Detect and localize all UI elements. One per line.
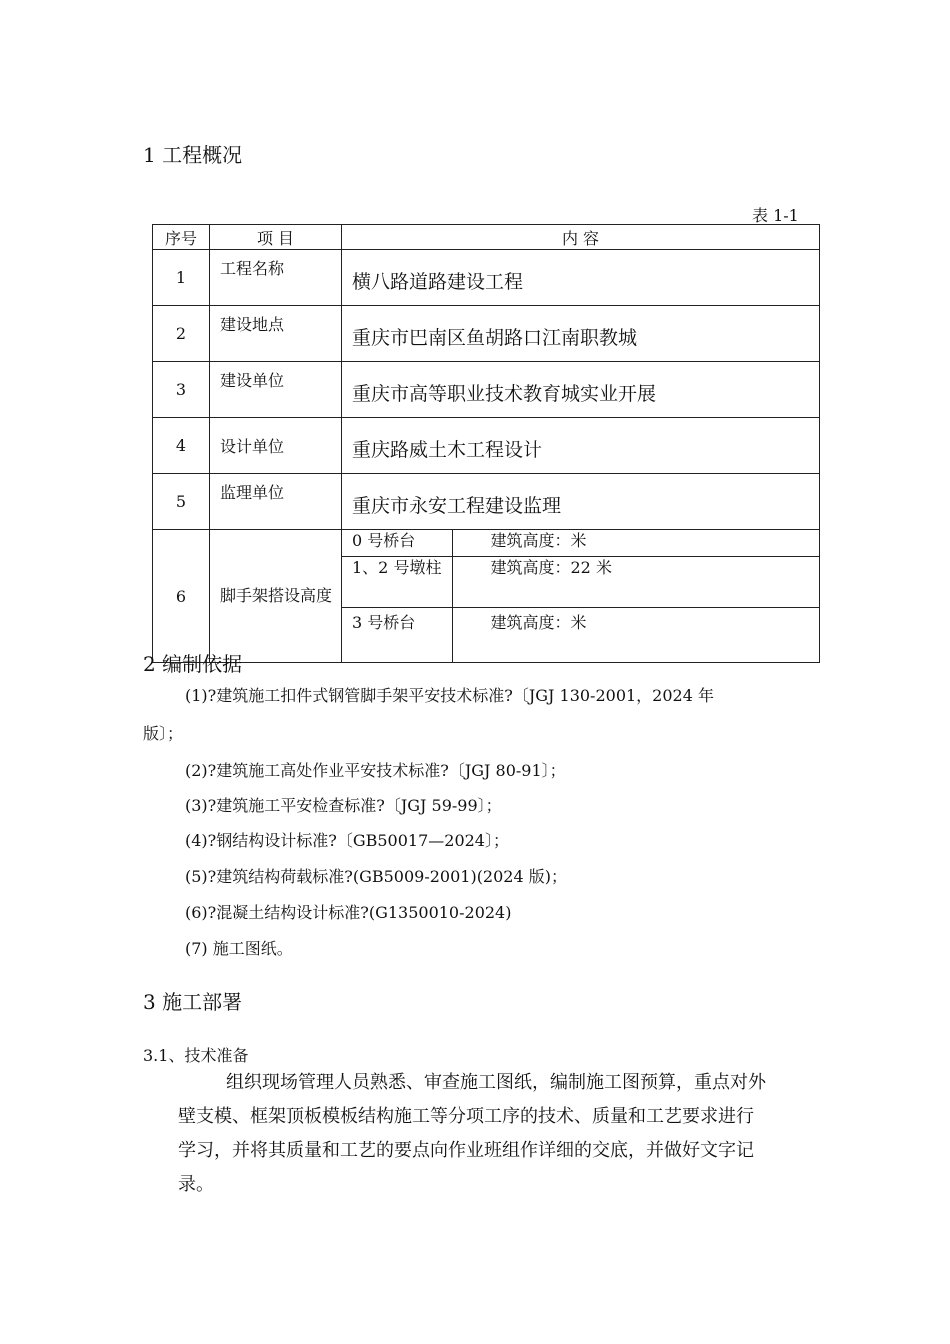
- reference-item: (3)?建筑施工平安检查标准?〔JGJ 59-99〕；: [185, 796, 502, 815]
- technical-preparation-paragraph: [178, 1066, 818, 1202]
- row-item: 建设地点: [210, 306, 342, 362]
- section-3-heading: 3 施工部署: [143, 990, 243, 1014]
- table-caption: 表 1-1: [752, 206, 799, 225]
- header-no: 序号: [153, 225, 210, 250]
- reference-item: (5)?建筑结构荷载标准?(GB5009-2001)(2024 版)；: [185, 867, 567, 886]
- row-value: 横八路道路建设工程: [342, 250, 820, 306]
- paragraph-line: 学习，并将其质量和工艺的要点向作业班组作详细的交底，并做好文字记: [178, 1140, 754, 1161]
- row-number: 2: [153, 306, 210, 362]
- table-row-scaffold-height: [153, 530, 820, 663]
- sub-part: 3 号桥台: [342, 608, 452, 663]
- reference-item-continued: 版〕；: [143, 724, 184, 743]
- row-value: 重庆市永安工程建设监理: [342, 474, 820, 530]
- sub-part: 0 号桥台: [342, 530, 452, 557]
- section-2-heading: 2 编制依据: [143, 652, 243, 676]
- sub-height: 建筑高度：米: [490, 613, 587, 632]
- subtable-row: [342, 608, 819, 663]
- paragraph-line: 录。: [178, 1174, 214, 1195]
- paragraph-line: 组织现场管理人员熟悉、审查施工图纸，编制施工图预算，重点对外: [226, 1072, 766, 1093]
- reference-item: (4)?钢结构设计标准?〔GB50017—2024〕；: [185, 831, 509, 850]
- table-row: [153, 362, 820, 418]
- reference-item: (7) 施工图纸。: [185, 939, 293, 958]
- row-number: 6: [153, 530, 210, 663]
- row-item: 脚手架搭设高度: [210, 530, 342, 663]
- reference-item: (2)?建筑施工高处作业平安技术标准?〔JGJ 80-91〕；: [185, 761, 566, 780]
- row-number: 5: [153, 474, 210, 530]
- row-value: 重庆市巴南区鱼胡路口江南职教城: [342, 306, 820, 362]
- subtable-row: [342, 530, 819, 557]
- row-number: 1: [153, 250, 210, 306]
- row-value: 重庆市高等职业技术教育城实业开展: [342, 362, 820, 418]
- header-item: 项 目: [210, 225, 342, 250]
- row-value: 重庆路威土木工程设计: [342, 418, 820, 474]
- reference-item: (1)?建筑施工扣件式钢管脚手架平安技术标准?〔JGJ 130-2001，2024 年: [185, 686, 714, 705]
- scaffold-subtable-cell: [342, 530, 820, 663]
- row-item: 监理单位: [210, 474, 342, 530]
- row-number: 3: [153, 362, 210, 418]
- project-overview-table: [152, 224, 820, 663]
- row-number: 4: [153, 418, 210, 474]
- row-item: 建设单位: [210, 362, 342, 418]
- table-header-row: [153, 225, 820, 250]
- paragraph-line: 壁支模、框架顶板模板结构施工等分项工序的技术、质量和工艺要求进行: [178, 1106, 754, 1127]
- row-item: 设计单位: [210, 418, 342, 474]
- scaffold-subtable: [342, 530, 819, 662]
- table-row: [153, 418, 820, 474]
- table-row: [153, 306, 820, 362]
- row-item: 工程名称: [210, 250, 342, 306]
- table-row: [153, 250, 820, 306]
- section-1-heading: 1 工程概况: [143, 143, 243, 167]
- table-row: [153, 474, 820, 530]
- sub-height: 建筑高度：22 米: [452, 557, 819, 608]
- sub-height: 建筑高度：米: [452, 530, 819, 557]
- sub-part: 1、2 号墩柱: [342, 557, 452, 608]
- header-content: 内 容: [342, 225, 820, 250]
- subtable-row: [342, 557, 819, 608]
- subsection-heading: 3.1、技术准备: [143, 1046, 249, 1065]
- reference-item: (6)?混凝土结构设计标准?(G1350010-2024): [185, 903, 512, 922]
